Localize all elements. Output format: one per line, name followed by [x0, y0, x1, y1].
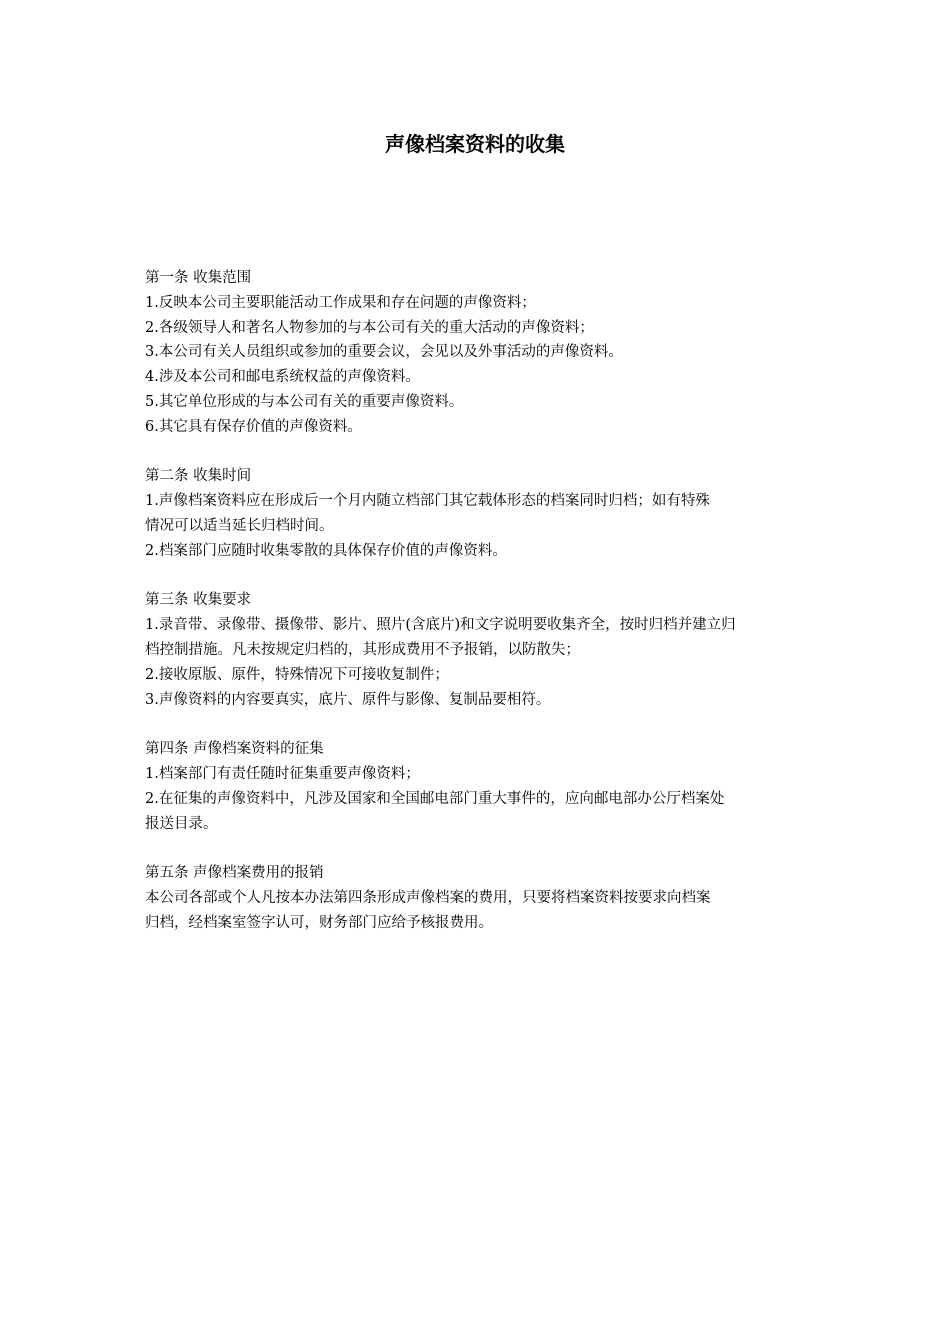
section-2 [145, 464, 815, 563]
section-line: 3.本公司有关人员组织或参加的重要会议，会见以及外事活动的声像资料。 [145, 344, 623, 361]
section-heading: 第二条 收集时间 [145, 468, 252, 485]
document-body [145, 266, 815, 960]
section-line: 2.在征集的声像资料中，凡涉及国家和全国邮电部门重大事件的，应向邮电部办公厅档案处 [145, 790, 725, 807]
section-line: 报送目录。 [145, 815, 218, 832]
section-line: 1.录音带、录像带、摄像带、影片、照片(含底片)和文字说明要收集齐全，按时归档并建立归 [145, 617, 736, 634]
section-line: 档控制措施。凡未按规定归档的，其形成费用不予报销，以防散失； [145, 641, 580, 658]
section-3 [145, 588, 815, 712]
section-line: 归档，经档案室签字认可，财务部门应给予核报费用。 [145, 914, 493, 931]
section-heading: 第一条 收集范围 [145, 270, 252, 286]
document-title: 声像档案资料的收集 [385, 132, 565, 156]
section-line: 3.声像资料的内容要真实，底片、原件与影像、复制品要相符。 [145, 691, 551, 708]
section-line: 1.声像档案资料应在形成后一个月内随立档部门其它载体形态的档案同时归档；如有特殊 [145, 493, 710, 510]
section-line: 2.各级领导人和著名人物参加的与本公司有关的重大活动的声像资料； [145, 319, 594, 336]
section-line: 本公司各部或个人凡按本办法第四条形成声像档案的费用，只要将档案资料按要求向档案 [145, 889, 711, 906]
section-1 [145, 266, 815, 440]
section-heading: 第四条 声像档案资料的征集 [145, 741, 324, 758]
section-line: 1.反映本公司主要职能活动工作成果和存在问题的声像资料； [145, 294, 536, 311]
section-line: 1.档案部门有责任随时征集重要声像资料； [145, 765, 420, 782]
section-line: 4.涉及本公司和邮电系统权益的声像资料。 [145, 369, 420, 386]
section-4 [145, 737, 815, 836]
section-line: 情况可以适当延长归档时间。 [145, 517, 334, 534]
section-line: 6.其它具有保存价值的声像资料。 [145, 418, 362, 435]
section-line: 5.其它单位形成的与本公司有关的重要声像资料。 [145, 393, 464, 410]
section-5 [145, 861, 815, 935]
section-line: 2.档案部门应随时收集零散的具体保存价值的声像资料。 [145, 542, 507, 559]
section-heading: 第五条 声像档案费用的报销 [145, 865, 324, 882]
section-line: 2.接收原版、原件，特殊情况下可接收复制件； [145, 666, 449, 683]
section-heading: 第三条 收集要求 [145, 592, 252, 609]
